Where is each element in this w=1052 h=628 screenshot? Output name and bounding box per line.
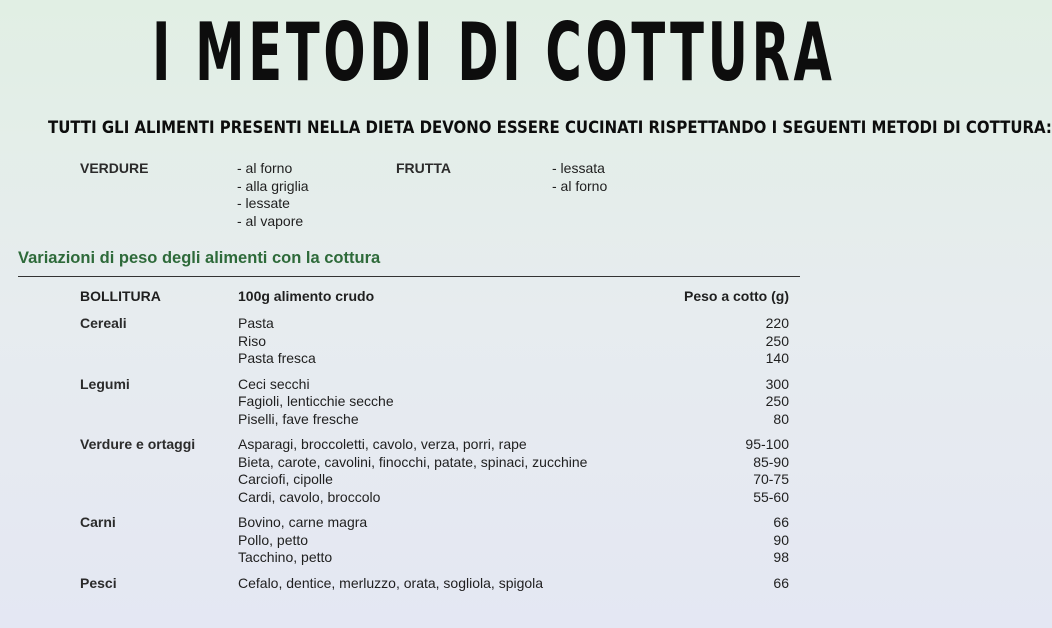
- cooked-weight: 85-90: [753, 453, 789, 470]
- table-row: [0, 454, 800, 472]
- table-row: [0, 350, 800, 368]
- table-row: [0, 532, 800, 550]
- cooked-weight: 220: [765, 315, 789, 331]
- table-group-pesci: [0, 575, 800, 593]
- section-divider: [18, 276, 800, 277]
- weights-section-heading: Variazioni di peso degli alimenti con la cottura: [18, 249, 381, 267]
- method-item: - al vapore: [237, 212, 304, 229]
- table-group-cereali: [0, 315, 800, 368]
- food-name: Pollo, petto: [238, 531, 309, 548]
- table-group-legumi: [0, 376, 800, 429]
- table-row: [0, 514, 800, 532]
- cooked-weight: 66: [773, 514, 789, 530]
- cooked-weight: 140: [765, 350, 789, 366]
- table-row: [0, 489, 800, 507]
- table-group-carni: [0, 514, 800, 567]
- group-name: Carni: [80, 514, 116, 530]
- method-item: - al forno: [237, 160, 293, 176]
- method-item: - lessate: [237, 195, 290, 211]
- table-row: [0, 471, 800, 489]
- food-name: Cardi, cavolo, broccolo: [238, 488, 381, 505]
- method-item: - al forno: [552, 177, 608, 194]
- cooked-weight: 55-60: [753, 488, 789, 505]
- group-name: Verdure e ortaggi: [80, 436, 196, 452]
- table-row: [0, 315, 800, 333]
- food-name: Tacchino, petto: [238, 549, 333, 565]
- cooked-weight: 80: [773, 410, 789, 427]
- table-group-verdure-ortaggi: [0, 436, 800, 506]
- food-name: Riso: [238, 332, 267, 349]
- weights-table: [0, 315, 800, 600]
- table-row: [0, 436, 800, 454]
- food-name: Pasta: [238, 315, 274, 331]
- cooked-weight: 90: [773, 531, 789, 548]
- food-name: Carciofi, cipolle: [238, 471, 333, 487]
- group-name: Legumi: [80, 375, 130, 392]
- food-name: Fagioli, lenticchie secche: [238, 393, 394, 409]
- food-name: Pasta fresca: [238, 350, 316, 366]
- page-title: I METODI DI COTTURA: [152, 6, 836, 99]
- page-subtitle: TUTTI GLI ALIMENTI PRESENTI NELLA DIETA DEVONO ESSERE CUCINATI RISPETTANDO I SEGUENTI METODI DI COTTURA:: [48, 118, 1052, 138]
- methods-verdure-list: [237, 160, 309, 230]
- food-name: Cefalo, dentice, merluzzo, orata, sogliola, spigola: [238, 574, 544, 591]
- group-name: Pesci: [80, 574, 117, 591]
- column-header-method: BOLLITURA: [80, 288, 161, 304]
- column-header-cooked: Peso a cotto (g): [683, 288, 789, 304]
- method-item: - lessata: [552, 160, 605, 176]
- food-name: Asparagi, broccoletti, cavolo, verza, porri, rape: [238, 436, 527, 452]
- cooked-weight: 300: [765, 375, 789, 392]
- method-item: - alla griglia: [237, 177, 309, 194]
- cooked-weight: 250: [765, 393, 789, 409]
- table-row: [0, 575, 800, 593]
- table-row: [0, 333, 800, 351]
- methods-frutta-list: [552, 160, 607, 195]
- cooked-weight: 70-75: [753, 471, 789, 487]
- food-name: Bovino, carne magra: [238, 514, 368, 530]
- column-header-raw: 100g alimento crudo: [238, 288, 375, 304]
- cooked-weight: 250: [765, 332, 789, 349]
- food-name: Bieta, carote, cavolini, finocchi, patate, spinaci, zucchine: [238, 453, 588, 470]
- group-name: Cereali: [80, 315, 127, 331]
- table-row: [0, 411, 800, 429]
- cooked-weight: 95-100: [745, 436, 789, 452]
- methods-frutta-label: FRUTTA: [396, 160, 451, 176]
- food-name: Ceci secchi: [238, 375, 310, 392]
- food-name: Piselli, fave fresche: [238, 410, 359, 427]
- table-row: [0, 393, 800, 411]
- table-row: [0, 376, 800, 394]
- methods-verdure-label: VERDURE: [80, 160, 149, 176]
- cooked-weight: 66: [773, 574, 789, 591]
- table-row: [0, 549, 800, 567]
- cooked-weight: 98: [773, 549, 789, 565]
